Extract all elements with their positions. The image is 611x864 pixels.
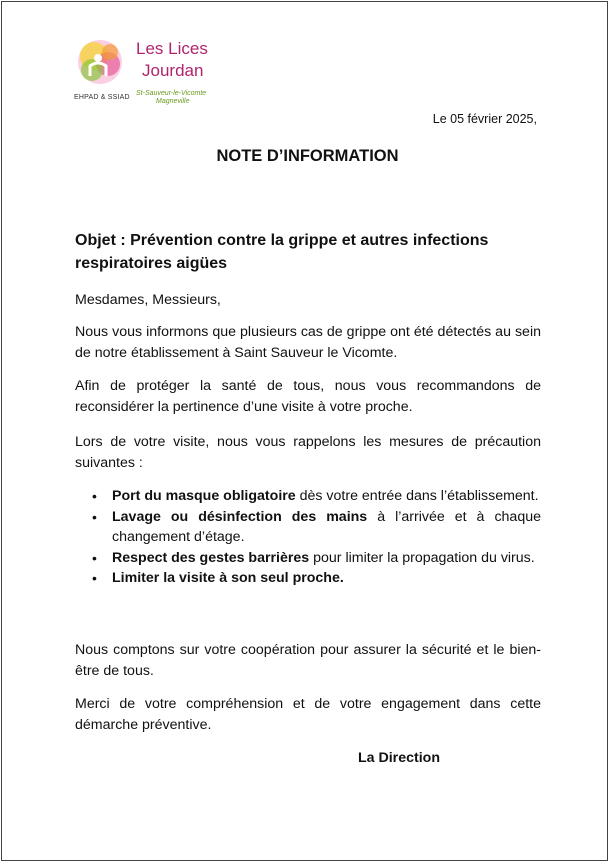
list-item-text: à l’arrivée et à chaque changement d’étage. (112, 508, 541, 545)
bullet-icon: • (92, 488, 97, 504)
list-item (88, 568, 541, 589)
brand-place-line1: St-Sauveur-le-Vicomte (136, 90, 207, 97)
bullet-icon: • (92, 570, 97, 586)
brand-place-line2: Magneville (156, 98, 190, 105)
paragraph-4: Nous comptons sur votre coopération pour assurer la sécurité et le bien-être de tous. (75, 642, 541, 679)
list-item-bold: Limiter la visite à son seul proche. (112, 570, 344, 586)
paragraph-3: Lors de votre visite, nous vous rappelons les mesures de précaution suivantes : (75, 434, 541, 471)
logo (74, 36, 234, 108)
brand-subtitle: EHPAD & SSIAD (74, 94, 130, 101)
brand-name-line1: Les Lices (136, 39, 208, 58)
bullet-icon: • (92, 508, 97, 525)
document-date: Le 05 février 2025, (432, 112, 537, 126)
document-title: NOTE D’INFORMATION (216, 147, 399, 165)
list-item-text: dès votre entrée dans l’établissement. (295, 488, 539, 504)
paragraph-2: Afin de protéger la santé de tous, nous vous recommandons de reconsidérer la pertinence d’une visite à votre proche. (75, 378, 541, 415)
list-item (88, 548, 541, 569)
subject-line: Objet : Prévention contre la grippe et autres infections respiratoires aigües (75, 232, 489, 272)
document-page (1, 1, 608, 861)
sun-flower-house-logo-icon (74, 36, 134, 94)
list-item-bold: Lavage ou désinfection des mains (112, 508, 368, 525)
paragraph-5: Merci de votre compréhension et de votre engagement dans cette démarche préventive. (75, 696, 541, 733)
list-item (88, 486, 541, 507)
list-item-bold: Respect des gestes barrières (112, 549, 310, 566)
brand-name-line2: Jourdan (142, 61, 204, 80)
list-item (88, 507, 541, 548)
precaution-list (88, 486, 541, 589)
list-item-bold: Port du masque obligatoire (112, 488, 296, 504)
list-item-text: pour limiter la propagation du virus. (309, 549, 535, 566)
paragraph-1: Nous vous informons que plusieurs cas de grippe ont été détectés au sein de notre établissement à Saint Sauveur le Vicomte. (75, 324, 541, 361)
signature: La Direction (358, 750, 440, 766)
bullet-icon: • (92, 549, 97, 566)
greeting: Mesdames, Messieurs, (75, 292, 221, 308)
